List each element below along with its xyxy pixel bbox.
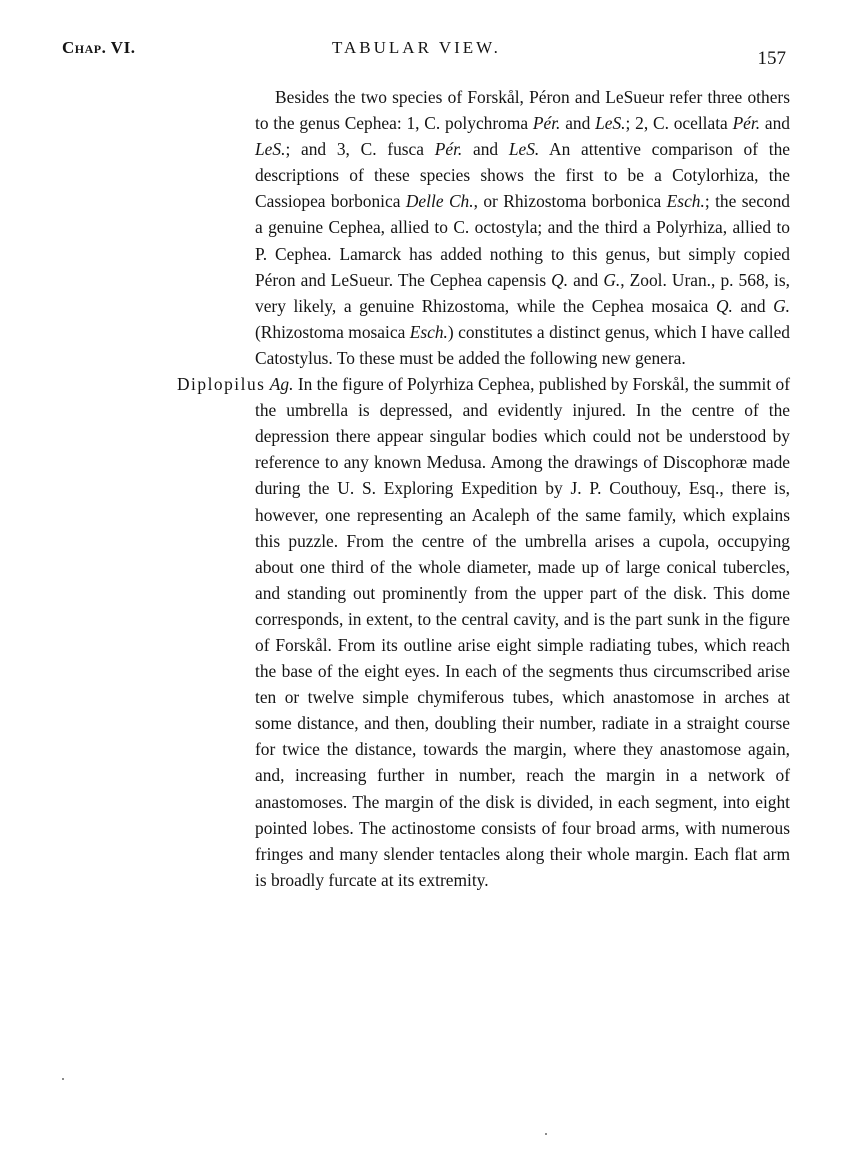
chapter-label: Chap. VI.: [62, 38, 136, 57]
running-title: TABULAR VIEW.: [332, 38, 501, 57]
genus-name: Diplopilus: [177, 374, 266, 395]
page-number: 157: [757, 48, 786, 69]
paragraph-cephea-species: Besides the two species of Forskål, Péron and LeSueur refer three others to the genus Cephea: 1, C. polychroma Pér. and LeS.; 2, C. ocellata Pér. and LeS.; and 3, C. fusca Pér. and LeS. An attentive comparison of the descriptions of these species shows the first to be a Cotylorhiza, the Cassiopea borbonica Delle Ch., or Rhizostoma borbonica Esch.; the second a genuine Cephea, allied to C. octostyla; and the third a Polyrhiza, allied to P. Cephea. Lamarck has added nothing to this genus, but simply copied Péron and LeSueur. The Cephea capensis Q. and G., Zool. Uran., p. 568, is, very likely, a genuine Rhizostoma, while the Cephea mosaica Q. and G. (Rhizostoma mosaica Esch.) constitutes a distinct genus, which I have called Catostylus. To these must be added the following new genera.: [255, 87, 791, 368]
running-header: [62, 38, 786, 78]
body-text: [177, 84, 790, 893]
genus-description: In the figure of Polyrhiza Cephea, published by Forskål, the summit of the umbrella is depressed, and evidently injured. In the centre of the depression there appear singular bodies which could not be understood by reference to any known Medusa. Among the drawings of Discophoræ made during the U. S. Exploring Expedition by J. P. Couthouy, Esq., there is, however, one representing an Acaleph of the same family, which explains this puzzle. From the centre of the umbrella arises a cupola, occupying about one third of the whole diameter, made up of large conical tubercles, and standing out prominently from the upper part of the disk. This dome corresponds, in extent, to the central cavity, and is the part sunk in the figure of Forskål. From its outline arise eight simple radiating tubes, which reach the base of the eight eyes. In each of the segments thus circumscribed arise ten or twelve simple chymiferous tubes, which anastomose in arches at some distance, and then, doubling their number, radiate in a straight course for twice the distance, towards the margin, where they anastomose again, and, increasing further in number, reach the margin in a network of anastomoses. The margin of the disk is divided, in each segment, into eight pointed lobes. The actinostome consists of four broad arms, with numerous fringes and many slender tentacles along their whole margin. Each flat arm is broadly furcate at its extremity.: [255, 374, 790, 890]
genus-author: Ag.: [269, 374, 294, 395]
genus-entry-diplopilus: [177, 371, 790, 893]
